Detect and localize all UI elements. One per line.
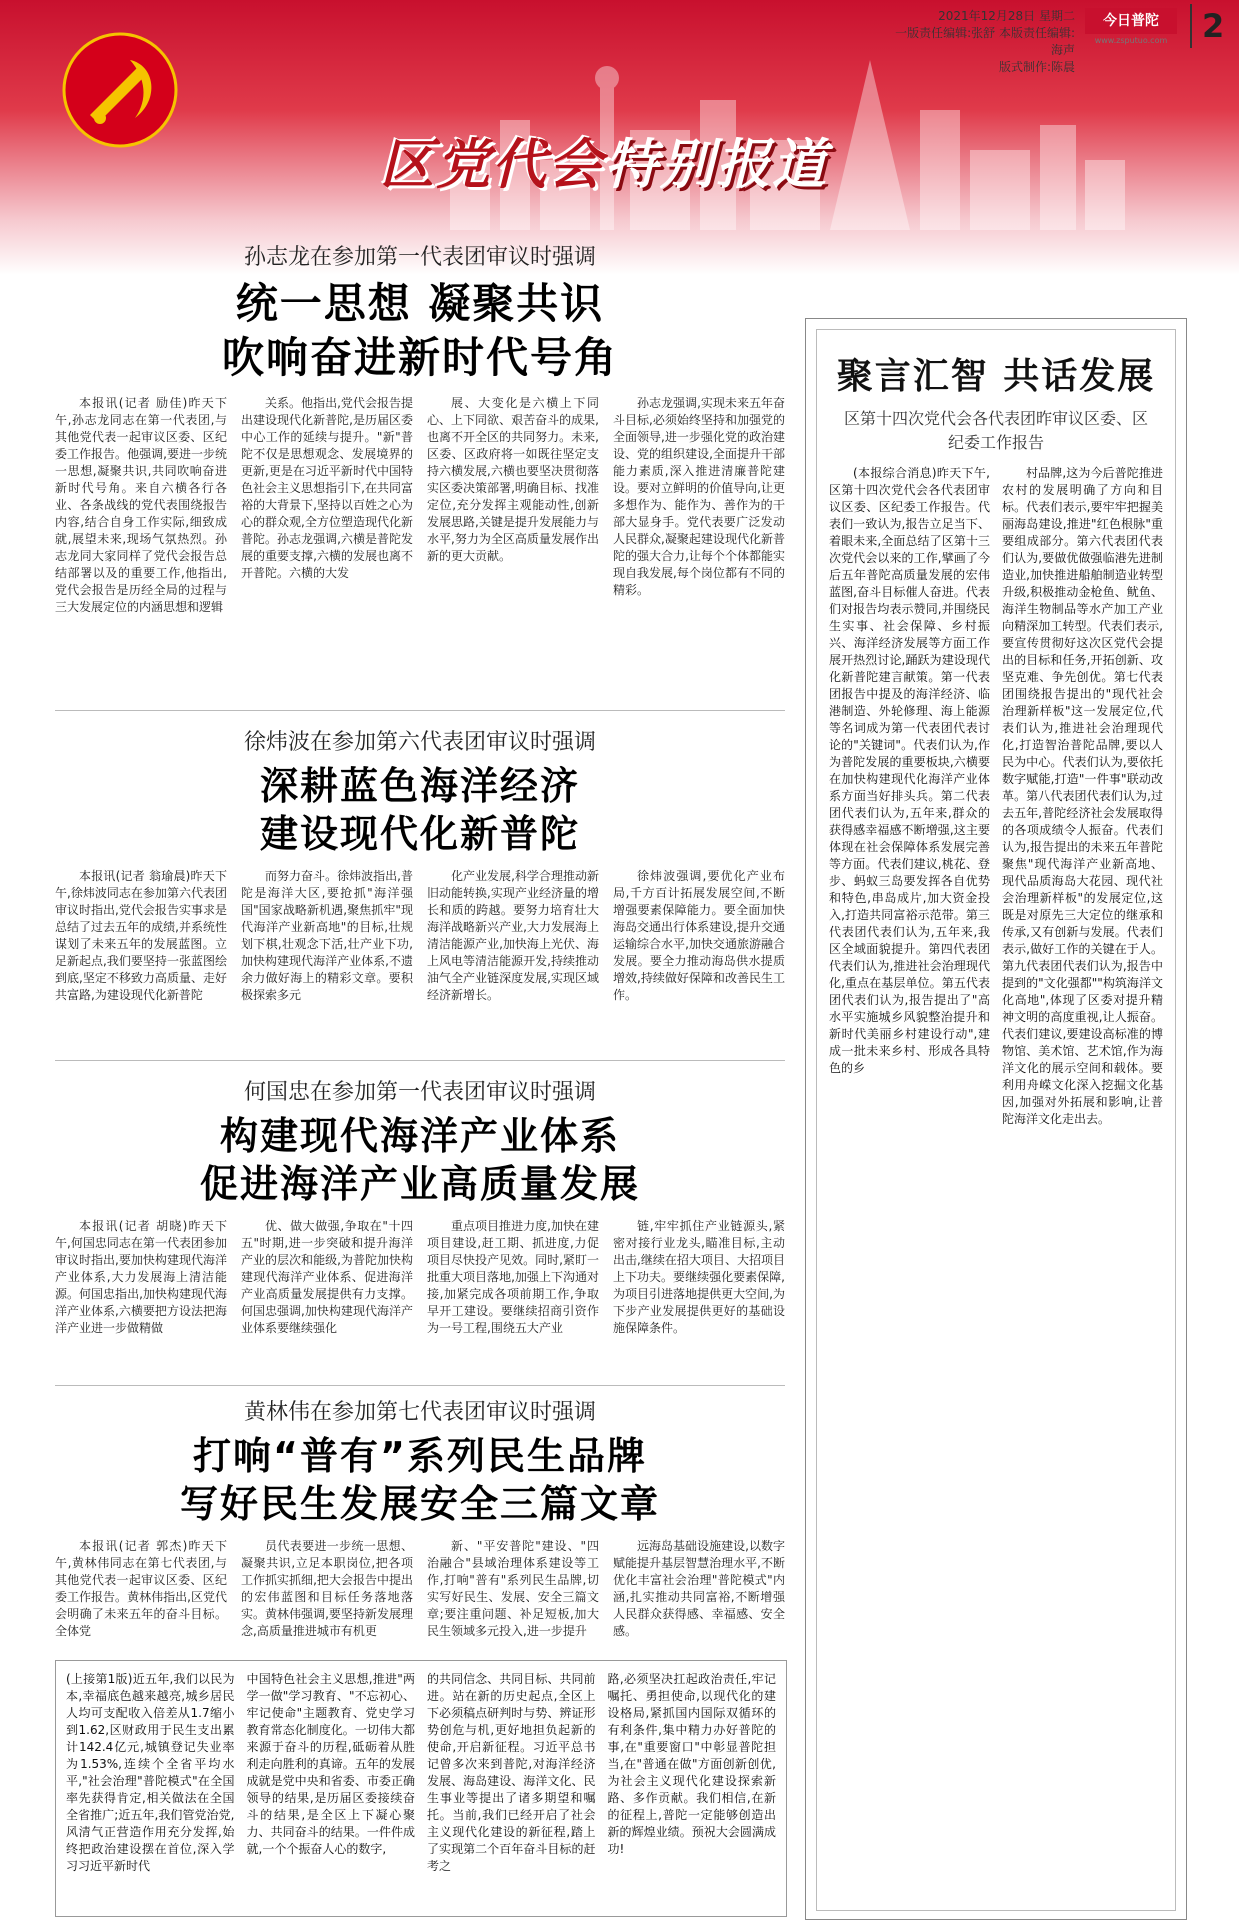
divider xyxy=(55,1060,785,1061)
story-kicker: 孙志龙在参加第一代表团审议时强调 xyxy=(243,245,596,270)
body-column: 优、做大做强,争取在"十四五"时期,进一步突破和提升海洋产业的层次和能级,为普陀加快构建现代海洋产业体系、促进海洋产业高质量发展提供有力支撑。何国忠强调,加快构建现代海洋产业体系要继续强化 xyxy=(241,1219,413,1335)
divider xyxy=(55,710,785,711)
body-column: 本报讯(记者 翁瑜晨)昨天下午,徐炜波同志在参加第六代表团审议时指出,党代会报告实事求是总结了过去五年的成绩,并系统性谋划了未来五年的发展蓝图。立足新起点,我们要坚持一张蓝图绘到底,坚定不移致力高质量、走好共富路,为建设现代化新普陀 xyxy=(55,869,227,1002)
right-panel xyxy=(805,318,1187,1920)
story-2 xyxy=(55,725,785,1004)
right-panel-title: 聚言汇智 共话发展 xyxy=(836,356,1156,397)
headline-line-1: 统一思想 凝聚共识 xyxy=(235,279,605,328)
continuation-column: 路,必须坚决扛起政治责任,牢记嘱托、勇担使命,以现代化的建设格局,紧抓国内国际双循环的有利条件,集中精力办好普陀的事,在"重要窗口"中彰显普陀担当,在"普通在做"方面创新创优,为社会主义现代化建设探索新路、多作贡献。我们相信,在新的征程上,普陀一定能够创造出新的辉煌业绩。预祝大会圆满成功! xyxy=(607,1672,776,1856)
story-3 xyxy=(55,1075,785,1337)
body-column: 而努力奋斗。徐炜波指出,普陀是海洋大区,要抢抓"海洋强国"国家战略新机遇,聚焦抓牢"现代海洋产业新高地"的目标,壮规划下棋,壮观念下活,壮产业下功,加快构建现代海洋产业体系,不遗余力做好海上的精彩文章。要积极探索多元 xyxy=(241,869,413,1002)
story-1 xyxy=(55,240,785,616)
body-column: 村品牌,这为今后普陀推进农村的发展明确了方向和目标。代表们表示,要牢牢把握美丽海岛建设,推进"红色根脉"重要组成部分。第六代表团代表们认为,要做优做强临港先进制造业,加快推进船舶制造业转型升级,积极推动金枪鱼、鱿鱼、海洋生物制品等水产加工产业向精深加工转型。代表们表示,要宣传贯彻好这次区党代会提出的目标和任务,开拓创新、攻坚克难、争先创优。第七代表团围绕报告提出的"现代社会治理新样板"这一发展定位,代表们认为,推进社会治理现代化,打造智治普陀品牌,要以人民为中心。代表们认为,要依托数字赋能,打造"一件事"联动改革。第八代表团代表们认为,过去五年,普陀经济社会发展取得的各项成绩令人振奋。代表们认为,报告提出的未来五年普陀聚焦"现代海洋产业新高地、现代品质海岛大花园、现代社会治理新样板"的发展定位,这既是对原先三大定位的继承和传承,又有创新与发展。代表们表示,做好工作的关键在于人。第九代表团代表们认为,报告中提到的"文化强都""构筑海洋文化高地",体现了区委对提升精神文明的高度重视,让人振奋。代表们建议,要建设高标准的博物馆、美术馆、艺术馆,作为海洋文化的展示空间和载体。要利用舟嵘文化深入挖掘文化基因,加强对外拓展和影响,让普陀海洋文化走出去。 xyxy=(1002,466,1163,1126)
body-column: 关系。他指出,党代会报告提出建设现代化新普陀,是历届区委中心工作的延续与提升。"新"普陀不仅是思想观念、发展境界的更新,更是在习近平新时代中国特色社会主义思想指引下,在共同富裕的大背景下,坚持以百姓之心为心的群众观,全方位塑造现代化新普陀。孙志龙强调,六横是普陀发展的重要支撑,六横的发展也离不开普陀。六横的大发 xyxy=(241,396,413,580)
banner xyxy=(0,0,1239,275)
story-headline xyxy=(55,1432,785,1528)
body-column: 本报讯(记者 励佳)昨天下午,孙志龙同志在第一代表团,与其他党代表一起审议区委、区纪委工作报告。他强调,要进一步统一思想,凝聚共识,共同吹响奋进新时代号角。来自六横各行各业、各条战线的党代表围绕报告内容,结合自身工作实际,细致成就,展望未来,现场气氛热烈。孙志龙同大家同样了党代会报告总结部署以及的重要工作,他指出,党代会报告是历经全局的过程与三大发展定位的内涵思想和逻辑 xyxy=(55,396,227,614)
body-column: 展、大变化是六横上下同心、上下同欲、艰苦奋斗的成果,也离不开全区的共同努力。未来,区委、区政府将一如既往坚定支持六横发展,六横也要坚决贯彻落实区委决策部署,明确目标、找准定位,充分发挥主观能动性,创新发展思路,关键是提升发展能力与水平,努力为全区高质量发展作出新的更大贡献。 xyxy=(427,396,599,563)
story-body xyxy=(55,1218,785,1337)
right-panel-body xyxy=(817,455,1175,1138)
story-headline xyxy=(55,762,785,858)
body-column: (本报综合消息)昨天下午,区第十四次党代会各代表团审议区委、区纪委工作报告。代表们一致认为,报告立足当下、着眼未来,全面总结了区第十三次党代会以来的工作,擘画了今后五年普陀高质量发展的宏伟蓝图,奋斗目标催人奋进。代表们对报告均表示赞同,并围绕民生实事、社会保障、乡村振兴、海洋经济发展等方面工作展开热烈讨论,踊跃为建设现代化新普陀建言献策。第一代表团报告中提及的海洋经济、临港制造、外轮修理、海上能源等名词成为第一代表团代表讨论的"关键词"。代表们认为,作为普陀发展的重要板块,六横要在加快构建现代化海洋产业体系方面当好排头兵。第二代表团代表们认为,五年来,群众的获得感幸福感不断增强,这主要体现在社会保障体系发展完善等方面。代表们建议,桃花、登步、蚂蚁三岛要发挥各自优势和特色,串岛成片,加大资金投入,打造共同富裕示范带。第三代表团代表们认为,五年来,我区全域面貌提升。第四代表团代表们认为,推进社会治理现代化,重点在基层单位。第五代表团代表们认为,报告提出了"高水平实施城乡风貌整治提升和新时代美丽乡村建设行动",建成一批未来乡村、形成各具特色的乡 xyxy=(829,466,990,1075)
right-panel-subtitle: 区第十四次党代会各代表团昨审议区委、区纪委工作报告 xyxy=(843,409,1148,452)
body-column: 化产业发展,科学合理推动新旧动能转换,实现产业经济量的增长和质的跨越。要努力培育壮大海洋战略新兴产业,大力发展海上清洁能源产业,加快海上光伏、海上风电等清洁能源开发,持续推动油气全产业链深度发展,实现区域经济新增长。 xyxy=(427,869,599,1002)
story-kicker: 黄林伟在参加第七代表团审议时强调 xyxy=(243,1400,596,1425)
continuation-column: (上接第1版)近五年,我们以民为本,幸福底色越来越亮,城乡居民人均可支配收入倍差从1.7缩小到1.62,区财政用于民生支出累计142.4亿元,城镇登记失业率为1.53%,连续个全省平均水平,"社会治理"普陀模式"在全国率先获得肯定,相关做法在全国全省推广;近五年,我们管党治党,风清气正营造作用充分发挥,始终把政治建设摆在首位,深入学习习近平新时代 xyxy=(66,1672,235,1873)
headline-line-2: 促进海洋产业高质量发展 xyxy=(199,1162,640,1206)
paper-url: www.zsputuo.com xyxy=(1094,36,1168,45)
body-column: 远海岛基础设施建设,以数字赋能提升基层智慧治理水平,不断优化丰富社会治理"普陀模式"内涵,扎实推动共同富裕,不断增强人民群众获得感、幸福感、安全感。 xyxy=(613,1539,785,1638)
story-kicker: 何国忠在参加第一代表团审议时强调 xyxy=(243,1080,596,1105)
divider xyxy=(55,1385,785,1386)
editor-line: 一版责任编辑:张舒 本版责任编辑:海声 xyxy=(895,26,1075,57)
story-body xyxy=(55,868,785,1004)
banner-title-white: 特别报道 xyxy=(604,133,828,196)
headline-line-1: 构建现代海洋产业体系 xyxy=(219,1114,620,1158)
party-emblem-icon xyxy=(60,30,180,150)
body-column: 员代表要进一步统一思想、凝聚共识,立足本职岗位,把各项工作抓实抓细,把大会报告中提出的宏伟蓝图和目标任务落地落实。黄林伟强调,要坚持新发展理念,高质量推进城市有机更 xyxy=(241,1539,413,1638)
right-panel-inner xyxy=(816,329,1176,1911)
paper-logo: 今日普陀 xyxy=(1085,8,1177,34)
headline-line-2: 写好民生发展安全三篇文章 xyxy=(179,1482,660,1526)
body-column: 新、"平安普陀"建设、"四治融合"县域治理体系建设等工作,打响"普有"系列民生品牌,切实写好民生、发展、安全三篇文章;要注重问题、补足短板,加大民生领域多元投入,进一步提升 xyxy=(427,1539,599,1638)
story-4 xyxy=(55,1395,785,1640)
story-body xyxy=(55,395,785,616)
story-headline xyxy=(55,277,785,385)
body-column: 徐炜波强调,要优化产业布局,千方百计拓展发展空间,不断增强要素保障能力。要全面加快海岛交通出行体系建设,提升交通运输综合水平,加快交通旅游融合发展。要全力推动海岛供水提质增效,持续做好保障和改善民生工作。 xyxy=(613,869,785,1002)
body-column: 本报讯(记者 胡晓)昨天下午,何国忠同志在第一代表团参加审议时指出,要加快构建现代海洋产业体系,大力发展海上清洁能源。何国忠指出,加快构建现代海洋产业体系,六横要把方设法把海洋产业进一步做精做 xyxy=(55,1219,227,1335)
banner-title-red: 区党代会 xyxy=(380,133,604,196)
headline-line-1: 打响“普有”系列民生品牌 xyxy=(193,1434,647,1478)
continuation-column: 中国特色社会主义思想,推进"两学一做"学习教育、"不忘初心、牢记使命"主题教育、党史学习教育常态化制度化。一切伟大都来源于奋斗的历程,砥砺着从胜利走向胜利的真谛。五年的发展成就是党中央和省委、市委正确领导的结果,是历届区委接续奋斗的结果,是全区上下凝心聚力、共同奋斗的结果。一件件成就,一个个振奋人心的数字, xyxy=(246,1672,415,1856)
headline-line-1: 深耕蓝色海洋经济 xyxy=(259,764,580,808)
continuation-column: 的共同信念、共同目标、共同前进。站在新的历史起点,全区上下必须稿点研判时与势、辨证形势创危与机,更好地担负起新的使命,开启新征程。习近平总书记曾多次来到普陀,对海洋经济发展、海岛建设、海洋文化、民生事业等提出了诸多期望和嘱托。当前,我们已经开启了社会主义现代化建设的新征程,踏上了实现第二个百年奋斗目标的赶考之 xyxy=(427,1672,596,1873)
story-body xyxy=(55,1538,785,1640)
body-column: 重点项目推进力度,加快在建项目建设,赶工期、抓进度,力促项目尽快投产见效。同时,紧盯一批重大项目落地,加强上下沟通对接,加紧完成各项前期工作,争取早开工建设。要继续招商引资作为一号工程,围绕五大产业 xyxy=(427,1219,599,1335)
headline-line-2: 吹响奋进新时代号角 xyxy=(221,333,618,382)
date-line: 2021年12月28日 星期二 xyxy=(938,9,1075,23)
banner-title xyxy=(380,122,828,199)
layout-line: 版式制作:陈晨 xyxy=(998,60,1075,74)
continuation-box xyxy=(55,1660,787,1917)
story-headline xyxy=(55,1112,785,1208)
body-column: 本报讯(记者 郭杰)昨天下午,黄林伟同志在第七代表团,与其他党代表一起审议区委、区纪委工作报告。黄林伟指出,区党代会明确了未来五年的奋斗目标。全体党 xyxy=(55,1539,227,1638)
headline-line-2: 建设现代化新普陀 xyxy=(259,812,580,856)
page-number: 2 xyxy=(1190,4,1224,48)
body-column: 孙志龙强调,实现未来五年奋斗目标,必须始终坚持和加强党的全面领导,进一步强化党的政治建设、党的组织建设,全面提升干部能力素质,深入推进清廉普陀建设。要对立鲜明的价值导向,让更多想作为、能作为、善作为的干部大显身手。党代表要广泛发动人民群众,凝聚起建设现代化新普陀的强大合力,让每个个体都能实现自我发展,每个岗位都有不同的精彩。 xyxy=(613,396,785,597)
header-info xyxy=(895,8,1075,76)
body-column: 链,牢牢抓住产业链源头,紧密对接行业龙头,瞄准目标,主动出击,继续在招大项目、大招项目上下功夫。要继续强化要素保障,为项目引进落地提供更大空间,为下步产业发展提供更好的基础设施保障条件。 xyxy=(613,1219,785,1335)
story-kicker: 徐炜波在参加第六代表团审议时强调 xyxy=(243,730,596,755)
